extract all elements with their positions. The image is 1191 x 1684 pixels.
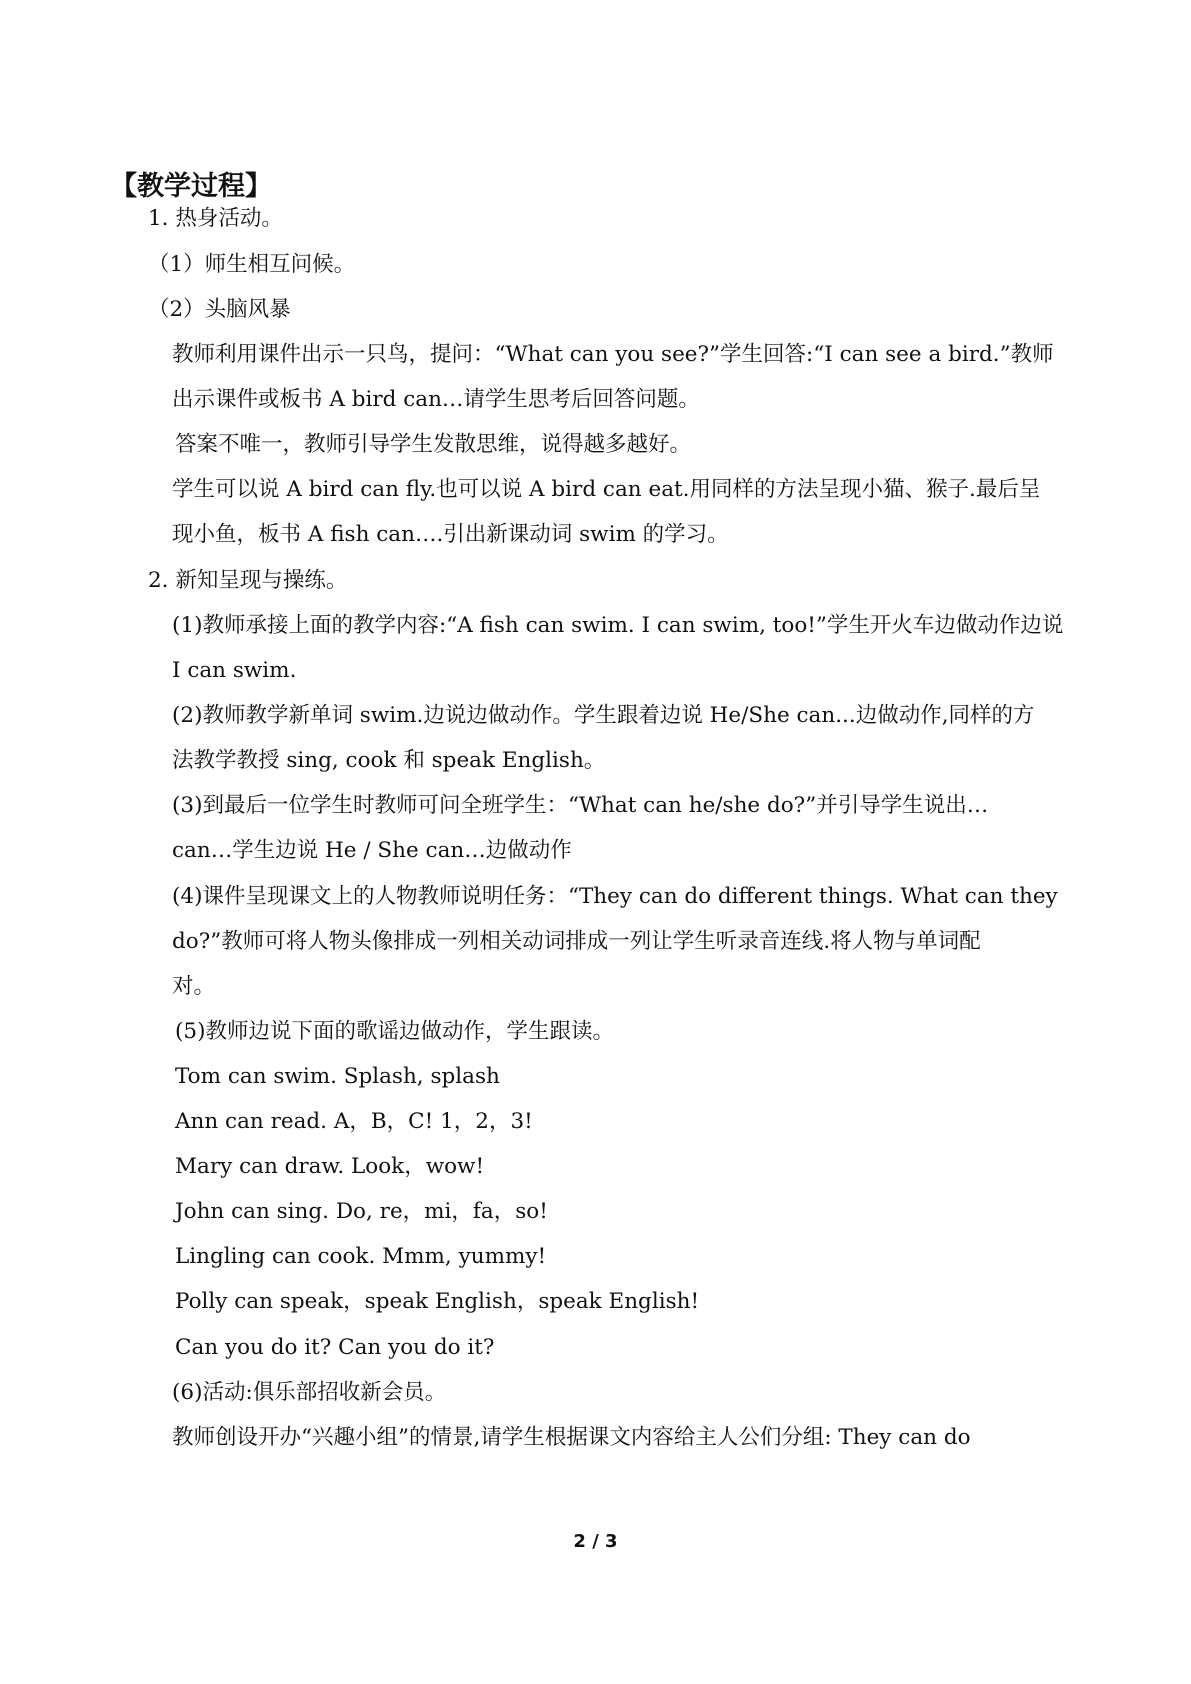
- chant-line: Polly can speak，speak English，speak English!: [175, 1289, 700, 1314]
- step-1-item-1: （1）师生相互问候。: [148, 252, 356, 277]
- paragraph-line: 教师创设开办“兴趣小组”的情景,请学生根据课文内容给主人公们分组: They can do: [172, 1425, 971, 1450]
- paragraph-line: (6)活动:俱乐部招收新会员。: [172, 1380, 447, 1405]
- chant-line: Can you do it? Can you do it?: [175, 1335, 495, 1360]
- chant-line: Tom can swim. Splash, splash: [175, 1064, 500, 1089]
- paragraph-line: (3)到最后一位学生时教师可问全班学生：“What can he/she do?”并引导学生说出…: [172, 793, 989, 818]
- chant-line: Lingling can cook. Mmm, yummy!: [175, 1244, 547, 1269]
- chant-line: Ann can read. A，B，C! 1，2，3!: [175, 1109, 533, 1134]
- paragraph-line: 对。: [172, 974, 216, 999]
- paragraph-line: (2)教师教学新单词 swim.边说边做动作。学生跟着边说 He/She can...边做动作,同样的方: [172, 703, 1035, 728]
- paragraph-line: (4)课件呈现课文上的人物教师说明任务：“They can do different things. What can they: [172, 884, 1058, 909]
- paragraph-line: do?”教师可将人物头像排成一列相关动词排成一列让学生听录音连线.将人物与单词配: [172, 929, 981, 954]
- paragraph-line: 答案不唯一，教师引导学生发散思维，说得越多越好。: [175, 432, 692, 457]
- paragraph-line: 出示课件或板书 A bird can…请学生思考后回答问题。: [172, 387, 700, 412]
- chant-line: Mary can draw. Look，wow!: [175, 1154, 485, 1179]
- step-1-title: 1. 热身活动。: [148, 206, 283, 231]
- step-2-title: 2. 新知呈现与操练。: [148, 568, 348, 593]
- chant-line: John can sing. Do, re，mi，fa，so!: [175, 1199, 548, 1224]
- paragraph-line: (5)教师边说下面的歌谣边做动作，学生跟读。: [175, 1019, 614, 1044]
- page-number: 2 / 3: [573, 1531, 618, 1552]
- paragraph-line: I can swim.: [172, 658, 297, 683]
- paragraph-line: 法教学教授 sing, cook 和 speak English。: [172, 748, 606, 773]
- paragraph-line: can…学生边说 He / She can…边做动作: [172, 838, 572, 863]
- paragraph-line: 教师利用课件出示一只鸟，提问：“What can you see?”学生回答:“I can see a bird.”教师: [172, 342, 1054, 367]
- section-heading: 【教学过程】: [110, 171, 272, 202]
- paragraph-line: (1)教师承接上面的教学内容:“A fish can swim. I can swim, too!”学生开火车边做动作边说: [172, 613, 1064, 638]
- paragraph-line: 现小鱼，板书 A fish can….引出新课动词 swim 的学习。: [172, 522, 729, 547]
- step-1-item-2: （2）头脑风暴: [148, 297, 291, 322]
- paragraph-line: 学生可以说 A bird can fly.也可以说 A bird can eat.用同样的方法呈现小猫、猴子.最后呈: [172, 477, 1041, 502]
